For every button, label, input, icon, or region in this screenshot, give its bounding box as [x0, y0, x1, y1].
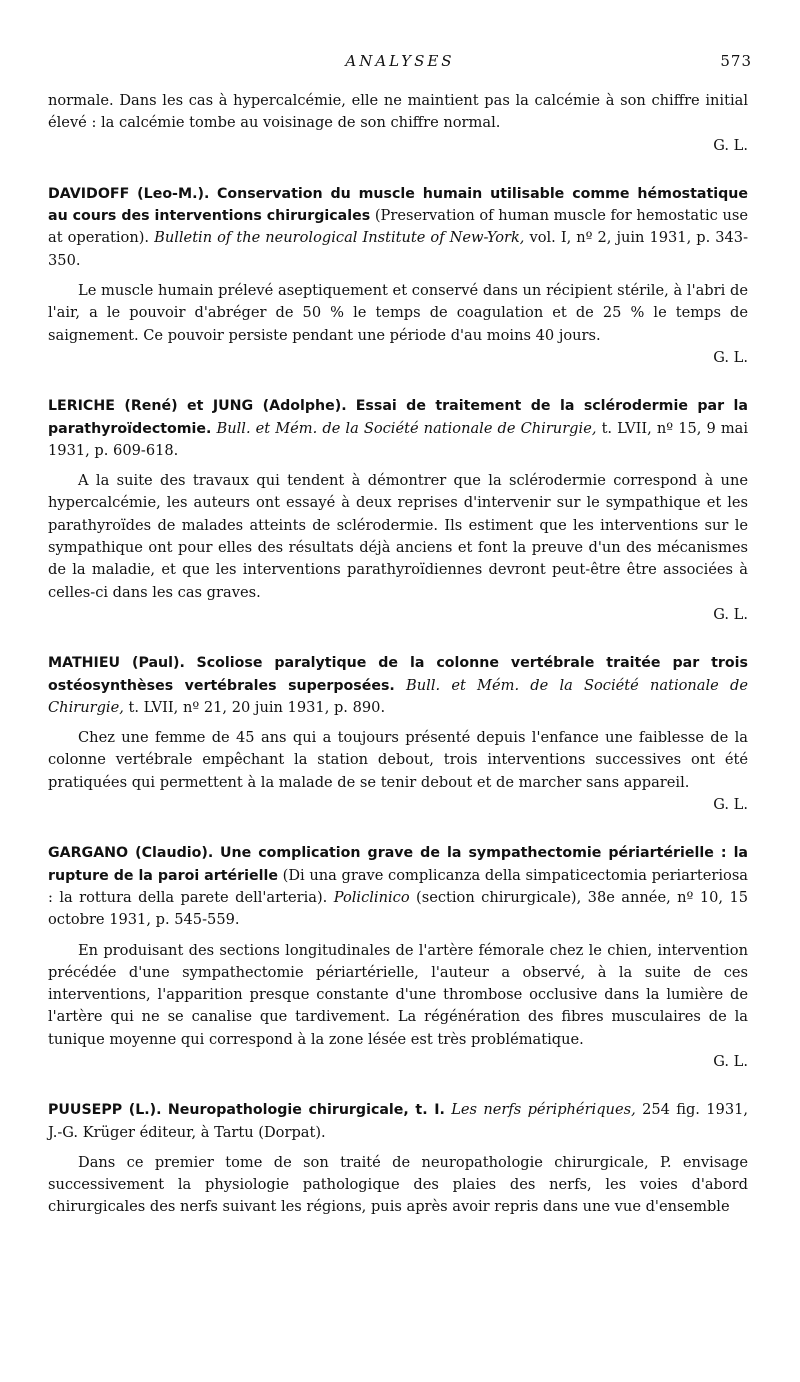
entry-heading: [48, 183, 748, 272]
entry-author: LERICHE (René) et JUNG (Adolphe).: [48, 398, 347, 415]
entry-signature: G. L.: [713, 348, 748, 366]
entry-signature: G. L.: [713, 605, 748, 623]
running-head-title: ANALYSES: [345, 52, 455, 70]
entry-subtitle: (Di una grave complicanza della simpaticectomia periarteriosa : la rottura della parete dell'arteria).: [48, 866, 749, 906]
entry-title: Neuropathologie chirurgicale, t. I.: [167, 1102, 445, 1119]
entry-reference: 254 fig. 1931, J.-G. Krüger éditeur, à Tartu (Dorpat).: [48, 1101, 749, 1141]
entry-title: Conservation du muscle humain utilisable comme hémostatique au cours des interventions chirurgicales: [48, 185, 749, 225]
entry-author: MATHIEU (Paul).: [48, 655, 185, 672]
page-content: [48, 90, 748, 1219]
entry-heading: [48, 652, 748, 719]
entry-signature: G. L.: [713, 796, 748, 814]
review-entry: [48, 1099, 748, 1218]
entry-heading: [48, 842, 748, 931]
entry-body: Dans ce premier tome de son traité de neuropathologie chirurgicale, P. envisage successivement la physiologie pathologique des plaies des nerfs, les voies d'abord chirurgicales des nerfs suivant les régions, puis après avoir repris dans une vue d'ensemble: [48, 1153, 748, 1216]
entry-journal: Policlinico: [333, 888, 410, 906]
continuation-block: [48, 90, 748, 157]
entry-author: GARGANO (Claudio).: [48, 845, 214, 862]
continuation-text: normale. Dans les cas à hypercalcémie, elle ne maintient pas la calcémie à son chiffre initial élevé : la calcémie tombe au voisinage de son chiffre normal.: [48, 92, 748, 132]
entry-reference: (section chirurgicale), 38e année, nº 10, 15 octobre 1931, p. 545-559.: [48, 888, 749, 929]
entry-journal: Bulletin of the neurological Institute of New-York,: [154, 229, 525, 247]
entry-signature: G. L.: [713, 1052, 748, 1070]
entry-journal: Bull. et Mém. de la Société nationale de Chirurgie,: [48, 676, 748, 716]
review-entry: [48, 395, 748, 626]
entry-journal: Les nerfs périphériques,: [451, 1101, 636, 1119]
page-number: 573: [720, 52, 752, 70]
entry-reference: t. LVII, nº 15, 9 mai 1931, p. 609-618.: [48, 419, 749, 459]
review-entry: [48, 652, 748, 816]
entry-body: Chez une femme de 45 ans qui a toujours présenté depuis l'enfance une faiblesse de la colonne vertébrale empêchant la station debout, trois interventions successives ont été pratiquées qui permettent à la malade de se tenir debout et de marcher sans appareil.: [48, 729, 748, 791]
entry-author: PUUSEPP (L.).: [48, 1102, 162, 1119]
entry-title: Essai de traitement de la sclérodermie par la parathyroïdectomie.: [48, 398, 748, 437]
entry-title: Une complication grave de la sympathectomie périartérielle : la rupture de la paroi artérielle: [48, 845, 749, 884]
review-entry: [48, 183, 748, 369]
entry-subtitle: (Preservation of human muscle for hemostatic use at operation).: [48, 207, 748, 247]
continuation-signature: G. L.: [713, 136, 748, 154]
entry-author: DAVIDOFF (Leo-M.).: [48, 185, 210, 202]
entry-body: Le muscle humain prélevé aseptiquement et conservé dans un récipient stérile, à l'abri de l'air, a le pouvoir d'abréger de 50 % le temps de coagulation et de 25 % le temps de saignement. Ce pouvoir persiste pendant une période d'au moins 40 jours.: [48, 282, 748, 344]
entry-reference: t. LVII, nº 21, 20 juin 1931, p. 890.: [128, 698, 386, 716]
entry-heading: [48, 1099, 748, 1144]
review-entry: [48, 842, 748, 1073]
entry-heading: [48, 395, 748, 462]
entry-journal: Bull. et Mém. de la Société nationale de Chirurgie,: [216, 419, 597, 437]
running-head: [0, 52, 800, 76]
entry-body: En produisant des sections longitudinales de l'artère fémorale chez le chien, intervention précédée d'une sympathectomie périartérielle, l'auteur a observé, à la suite de ces interventions, l'apparition presque constante d'une thrombose occlusive dans la lumière de l'artère qui ne se canalise que tardivement. La régénération des fibres musculaires de la tunique moyenne qui correspond à la zone lésée est très problématique.: [48, 941, 748, 1048]
entry-body: A la suite des travaux qui tendent à démontrer que la sclérodermie correspond à une hypercalcémie, les auteurs ont essayé à deux reprises d'intervenir sur le sympathique et les parathyroïdes de malades atteints de sclérodermie. Ils estiment que les interventions sur le sympathique ont pour elles des résultats déjà anciens et font la preuve d'un des mécanismes de la maladie, et que les interventions parathyroïdiennes devront peut-être être associées à celles-ci dans les cas graves.: [48, 472, 748, 601]
entry-title: Scoliose paralytique de la colonne vertébrale traitée par trois ostéosynthèses vertébrales superposées.: [48, 655, 748, 694]
entry-reference: vol. I, nº 2, juin 1931, p. 343-350.: [48, 229, 749, 269]
